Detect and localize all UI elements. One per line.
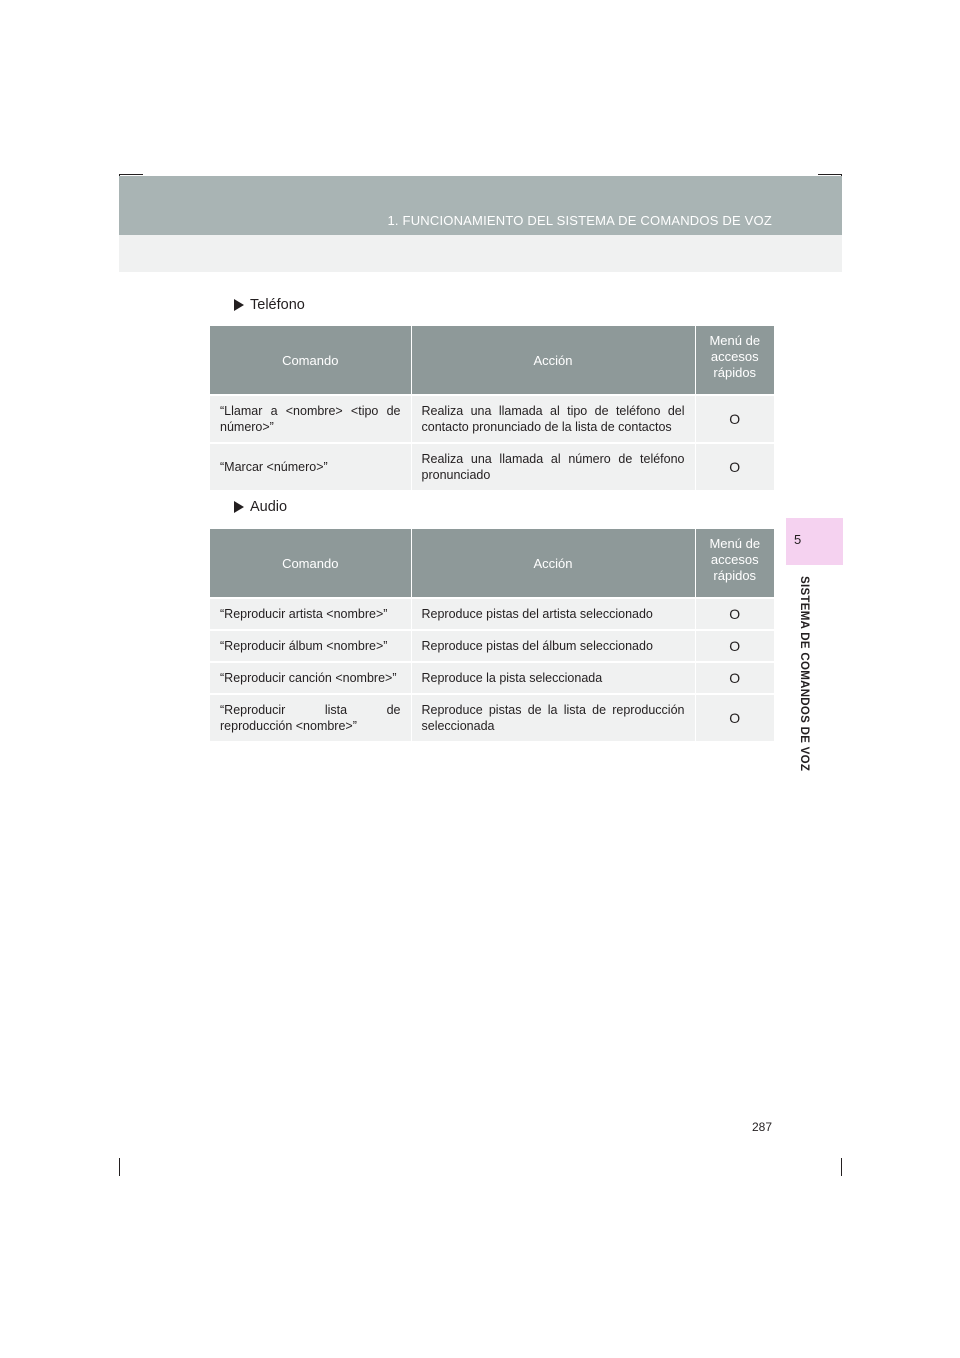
crop-mark [119, 1158, 120, 1176]
column-header-action: Acción [411, 326, 695, 395]
shortcut-cell: O [695, 694, 774, 741]
header-subband [119, 235, 842, 272]
section-heading-telefono [234, 297, 305, 313]
table-header-row [210, 529, 774, 598]
audio-command-table [210, 529, 774, 741]
command-cell: “Reproducir álbum <nombre>” [210, 630, 411, 662]
section-title: Audio [250, 499, 288, 515]
command-cell: “Reproducir artista <nombre>” [210, 598, 411, 630]
command-cell: “Marcar <número>” [210, 443, 411, 490]
table-row [210, 662, 774, 694]
triangle-bullet-icon [234, 299, 244, 311]
shortcut-cell: O [695, 395, 774, 443]
shortcut-cell: O [695, 598, 774, 630]
shortcut-cell: O [695, 443, 774, 490]
chapter-side-label: SISTEMA DE COMANDOS DE VOZ [798, 576, 810, 772]
command-cell: “Reproducir lista de reproducción <nombre>” [210, 694, 411, 741]
column-header-shortcut: Menú de accesos rápidos [695, 529, 774, 598]
table-row [210, 395, 774, 443]
action-cell: Reproduce pistas de la lista de reproducción seleccionada [411, 694, 695, 741]
column-header-command: Comando [210, 529, 411, 598]
chapter-tab [786, 518, 843, 565]
crop-mark [841, 1158, 842, 1176]
table-row [210, 443, 774, 490]
column-header-action: Acción [411, 529, 695, 598]
table-row [210, 598, 774, 630]
shortcut-cell: O [695, 630, 774, 662]
action-cell: Reproduce la pista seleccionada [411, 662, 695, 694]
crop-mark [818, 174, 842, 175]
table-row [210, 630, 774, 662]
telefono-command-table [210, 326, 774, 490]
header-band [119, 176, 842, 235]
section-heading-audio [234, 499, 287, 515]
action-cell: Realiza una llamada al número de teléfono pronunciado [411, 443, 695, 490]
section-title: Teléfono [250, 297, 305, 313]
crop-mark [119, 174, 143, 175]
command-cell: “Llamar a <nombre> <tipo de número>” [210, 395, 411, 443]
shortcut-cell: O [695, 662, 774, 694]
chapter-title: 1. FUNCIONAMIENTO DEL SISTEMA DE COMANDOS DE VOZ [387, 213, 772, 228]
command-cell: “Reproducir canción <nombre>” [210, 662, 411, 694]
table-row [210, 694, 774, 741]
column-header-shortcut: Menú de accesos rápidos [695, 326, 774, 395]
action-cell: Realiza una llamada al tipo de teléfono del contacto pronunciado de la lista de contactos [411, 395, 695, 443]
action-cell: Reproduce pistas del álbum seleccionado [411, 630, 695, 662]
action-cell: Reproduce pistas del artista seleccionado [411, 598, 695, 630]
column-header-command: Comando [210, 326, 411, 395]
page-number: 287 [752, 1120, 773, 1134]
table-header-row [210, 326, 774, 395]
chapter-number: 5 [794, 532, 802, 547]
triangle-bullet-icon [234, 501, 244, 513]
